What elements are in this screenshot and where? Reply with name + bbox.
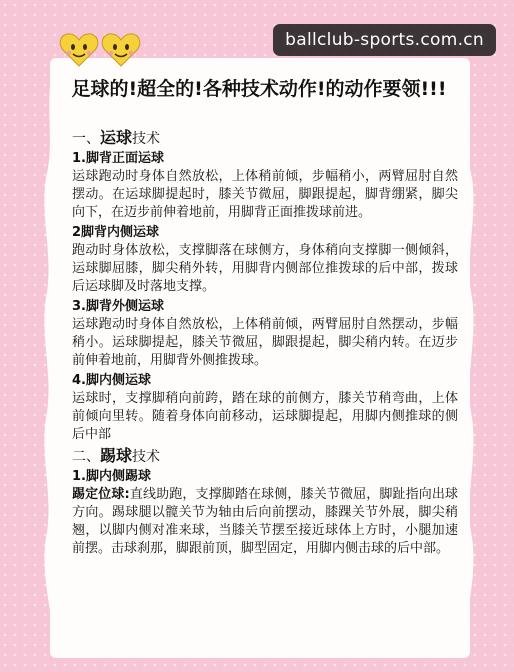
- section-suffix: 技术: [132, 131, 161, 147]
- section-name: 运球: [100, 128, 133, 147]
- subsection-heading: 1.脚背正面运球: [72, 151, 164, 166]
- subsection-text: 运球跑动时身体自然放松，上体稍前倾，步幅稍小，两臂屈肘自然摆动。在运球脚提起时，膝关节微屈，脚跟提起，脚背绷紧，脚尖向下，在迈步前伸着地前，用脚背正面推拨球前进。: [72, 169, 458, 220]
- section-prefix: 二、: [72, 449, 100, 465]
- subsection-text: 跑动时身体放松，支撑脚落在球侧方，身体稍向支撑脚一侧倾斜，运球脚屈膝，脚尖稍外转，用脚背内侧部位推拨球的后中部，拨球后运球脚及时落地支撑。: [72, 243, 458, 294]
- section-prefix: 一、: [72, 131, 100, 147]
- section-dribbling: [72, 128, 458, 444]
- page-title: 足球的!超全的!各种技术动作!的动作要领!!!: [71, 78, 447, 100]
- subsection-heading: 2脚背内侧运球: [72, 225, 160, 240]
- watermark-label: ballclub-sports.com.cn: [273, 24, 496, 56]
- section-heading: [72, 446, 458, 467]
- heart-faces-icon: [58, 30, 142, 70]
- section-kicking: [72, 446, 458, 558]
- subsection-text: [72, 486, 458, 558]
- subsection-text: 运球时，支撑脚稍向前跨，踏在球的前侧方，膝关节稍弯曲，上体前倾向里转。随着身体向前移动，运球脚提起，用脚内侧推球的侧后中部: [72, 391, 458, 442]
- subsection-heading: 4.脚内侧运球: [72, 373, 151, 388]
- section-suffix: 技术: [132, 449, 161, 465]
- section-name: 踢球: [100, 446, 133, 465]
- article-body: [72, 128, 458, 560]
- subsection-heading: 3.脚背外侧运球: [72, 299, 164, 314]
- lead-label: 踢定位球:: [72, 487, 130, 502]
- section-heading: [72, 128, 458, 149]
- subsection-text: 运球跑动时身体自然放松，上体稍前倾，两臂屈肘自然摆动，步幅稍小。运球脚提起，膝关节微屈，脚跟提起，脚尖稍内转。在迈步前伸着地前，用脚背外侧推拨球。: [72, 317, 458, 368]
- subsection-heading: 1.脚内侧踢球: [72, 469, 151, 484]
- lead-text: 直线助跑，支撑脚踏在球侧，膝关节微屈，脚趾指向出球方向。踢球腿以髋关节为轴由后向前摆动，膝踝关节外展，脚尖稍翘，以脚内侧对准来球，当膝关节摆至接近球体上方时，小腿加速前摆。击球刹那，脚跟前顶，脚型固定，用脚内侧击球的后中部。: [72, 487, 458, 556]
